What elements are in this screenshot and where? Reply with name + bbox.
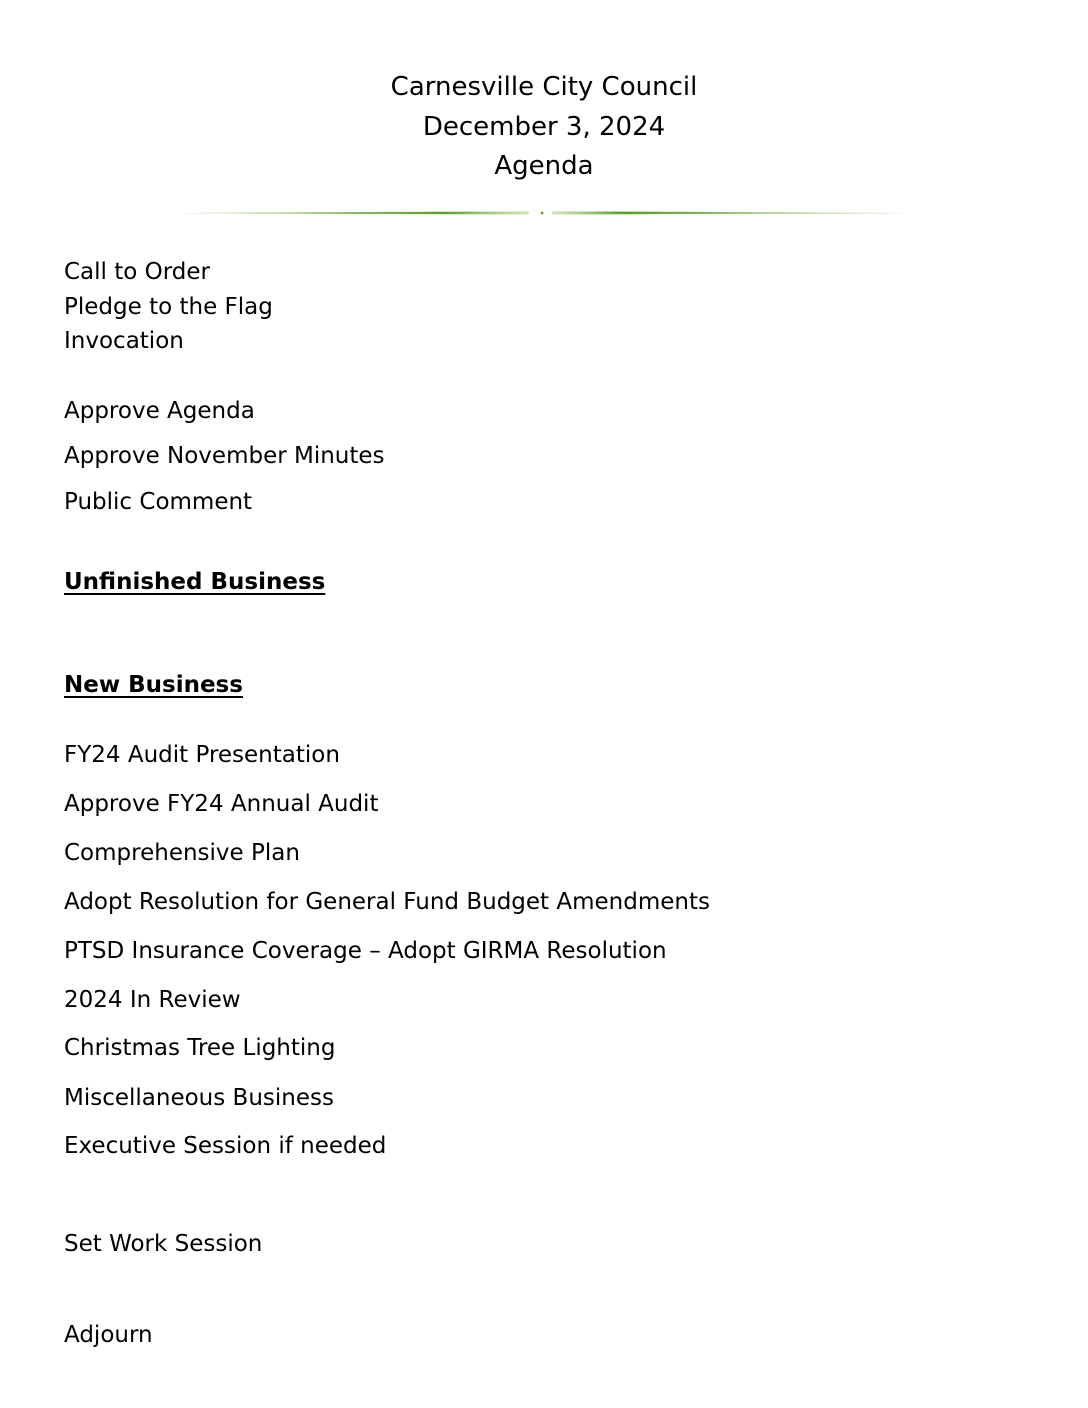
agenda-item-invocation: Invocation <box>64 328 184 354</box>
agenda-item-public-comment: Public Comment <box>64 489 253 515</box>
agenda-item-approve-agenda: Approve Agenda <box>64 398 255 424</box>
agenda-item-approve-minutes: Approve November Minutes <box>64 443 385 469</box>
agenda-item-work-session: Set Work Session <box>64 1231 263 1257</box>
agenda-item-2024-review: 2024 In Review <box>64 987 241 1013</box>
agenda-item-misc-business: Miscellaneous Business <box>64 1085 334 1111</box>
agenda-item-executive-session: Executive Session if needed <box>64 1133 387 1159</box>
agenda-item-budget-amendments: Adopt Resolution for General Fund Budget Amendments <box>64 889 710 915</box>
decorative-divider <box>184 207 902 219</box>
agenda-item-pledge: Pledge to the Flag <box>64 294 273 320</box>
divider-center-dot <box>541 212 544 215</box>
agenda-item-tree-lighting: Christmas Tree Lighting <box>64 1035 336 1061</box>
council-title: Carnesville City Council <box>390 72 698 102</box>
agenda-label: Agenda <box>494 151 594 181</box>
new-business-heading: New Business <box>64 672 243 698</box>
agenda-item-ptsd-insurance: PTSD Insurance Coverage – Adopt GIRMA Resolution <box>64 938 667 964</box>
agenda-header <box>0 68 1088 187</box>
unfinished-business-heading: Unfinished Business <box>64 569 326 595</box>
meeting-date: December 3, 2024 <box>422 111 666 142</box>
agenda-item-audit-presentation: FY24 Audit Presentation <box>64 742 340 768</box>
agenda-item-approve-audit: Approve FY24 Annual Audit <box>64 791 379 817</box>
agenda-item-call-to-order: Call to Order <box>64 259 211 285</box>
agenda-item-adjourn: Adjourn <box>64 1322 153 1348</box>
divider-right-stroke <box>552 211 902 214</box>
divider-left-stroke <box>184 211 529 214</box>
agenda-item-comprehensive-plan: Comprehensive Plan <box>64 840 300 866</box>
